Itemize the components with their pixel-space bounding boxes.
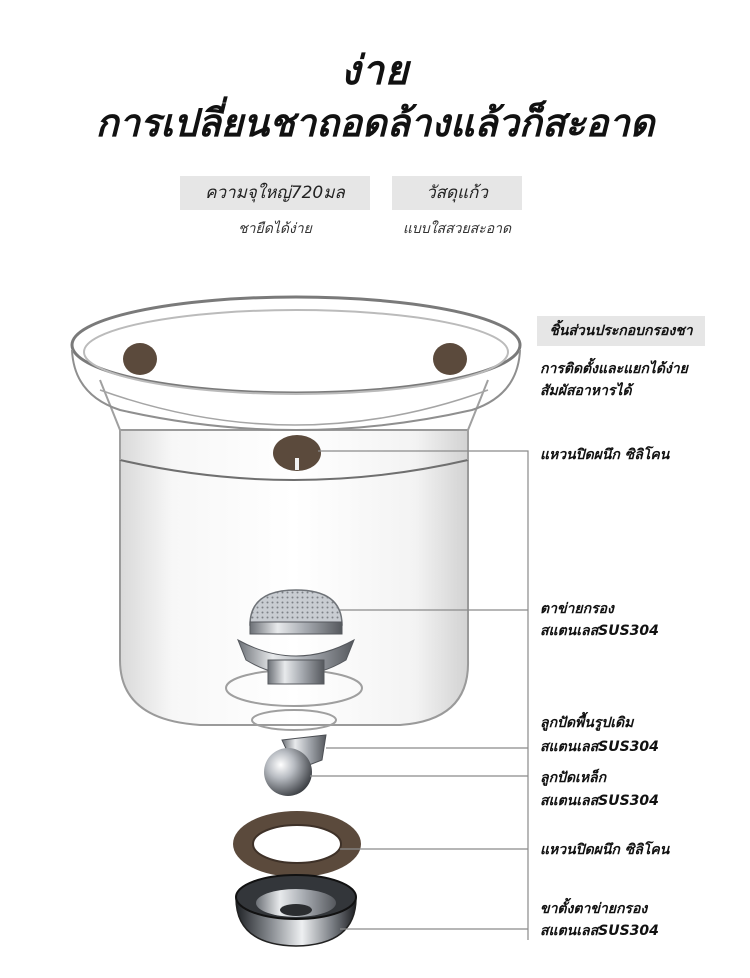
callout-filter-stand-material: สแตนเลสSUS304 <box>540 923 659 939</box>
highlight-badge: ชิ้นส่วนประกอบกรองชา <box>537 316 705 346</box>
highlight-line1: การติดตั้งและแยกได้ง่าย <box>540 361 688 377</box>
feature-badge-material: วัสดุแก้ว <box>392 176 522 210</box>
callout-seal-ring-bottom: แหวนปิดผนึก ซิลิโคน <box>540 842 670 858</box>
page-title-line2: การเปลี่ยนชาถอดล้างแล้วก็สะอาด <box>95 101 655 145</box>
callout-base-bead-material: สแตนเลสSUS304 <box>540 739 659 755</box>
feature-badge-capacity: ความจุใหญ่720มล <box>180 176 370 210</box>
feature-caption-material: แบบใสสวยสะอาด <box>402 221 512 237</box>
callout-filter-stand-title: ขาตั้งตาข่ายกรอง <box>540 901 648 917</box>
page-title-line1: ง่าย <box>340 48 410 94</box>
filter-stand-icon <box>236 875 356 946</box>
highlight-line2: สัมผัสอาหารได้ <box>540 383 632 399</box>
steel-ball-icon <box>264 748 312 796</box>
callout-filter-mesh-title: ตาข่ายกรอง <box>540 601 614 617</box>
callout-filter-mesh-material: สแตนเลสSUS304 <box>540 623 659 639</box>
callout-steel-bead-title: ลูกปัดเหล็ก <box>540 770 607 786</box>
callout-steel-bead-material: สแตนเลสSUS304 <box>540 793 659 809</box>
feature-caption-capacity: ชายืดได้ง่าย <box>238 221 312 237</box>
callout-seal-ring-top: แหวนปิดผนึก ซิลิโคน <box>540 447 670 463</box>
silicone-ring-icon <box>233 811 361 877</box>
callout-base-bead-title: ลูกปัดพื้นรูปเดิม <box>540 715 634 731</box>
